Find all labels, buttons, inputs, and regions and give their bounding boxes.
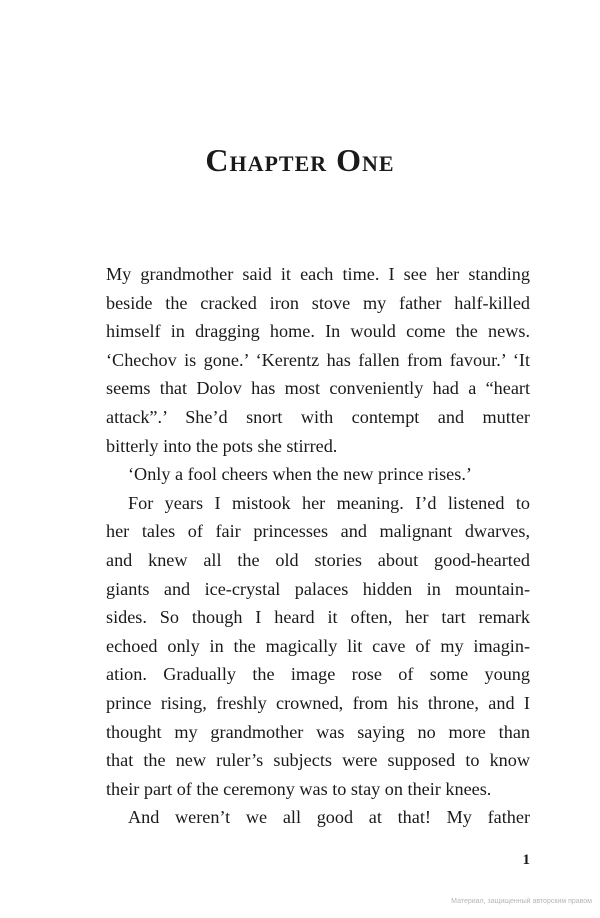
- text-line: For years I mistook her meaning. I’d listened to: [128, 492, 530, 513]
- text-line: seems that Dolov has most conveniently had a “heart: [106, 378, 530, 399]
- page-number: 1: [522, 852, 530, 868]
- text-line: ‘Chechov is gone.’ ‘Kerentz has fallen from favour.’ ‘It: [106, 349, 530, 370]
- text-line: giants and ice-crystal palaces hidden in mountain-: [106, 578, 530, 599]
- text-line: and knew all the old stories about good-hearted: [106, 549, 530, 570]
- chapter-title: Chapter One: [205, 142, 395, 178]
- text-line: attack”.’ She’d snort with contempt and mutter: [106, 406, 530, 427]
- paragraph: [106, 803, 530, 832]
- text-line: ‘Only a fool cheers when the new prince rises.’: [128, 464, 472, 485]
- text-line: And weren’t we all good at that! My father: [128, 807, 530, 828]
- text-line: echoed only in the magically lit cave of my imagin-: [106, 635, 530, 656]
- paragraph: [106, 489, 530, 804]
- text-line: sides. So though I heard it often, her tart remark: [106, 607, 530, 628]
- text-line: thought my grandmother was saying no more than: [106, 721, 530, 742]
- copyright-watermark: Материал, защищенный авторским правом: [451, 898, 592, 905]
- text-line: himself in dragging home. In would come the news.: [106, 321, 530, 342]
- text-line: her tales of fair princesses and malignant dwarves,: [106, 521, 530, 542]
- paragraph: [106, 460, 530, 489]
- text-line: that the new ruler’s subjects were supposed to know: [106, 750, 530, 771]
- text-line: their part of the ceremony was to stay on their knees.: [106, 778, 492, 799]
- text-line: My grandmother said it each time. I see her standing: [106, 264, 530, 284]
- body-text: [106, 260, 530, 832]
- text-line: bitterly into the pots she stirred.: [106, 435, 338, 456]
- text-line: prince rising, freshly crowned, from his throne, and I: [106, 692, 530, 713]
- text-line: ation. Gradually the image rose of some young: [106, 664, 530, 685]
- text-line: beside the cracked iron stove my father half-killed: [106, 292, 530, 313]
- paragraph: [106, 260, 530, 460]
